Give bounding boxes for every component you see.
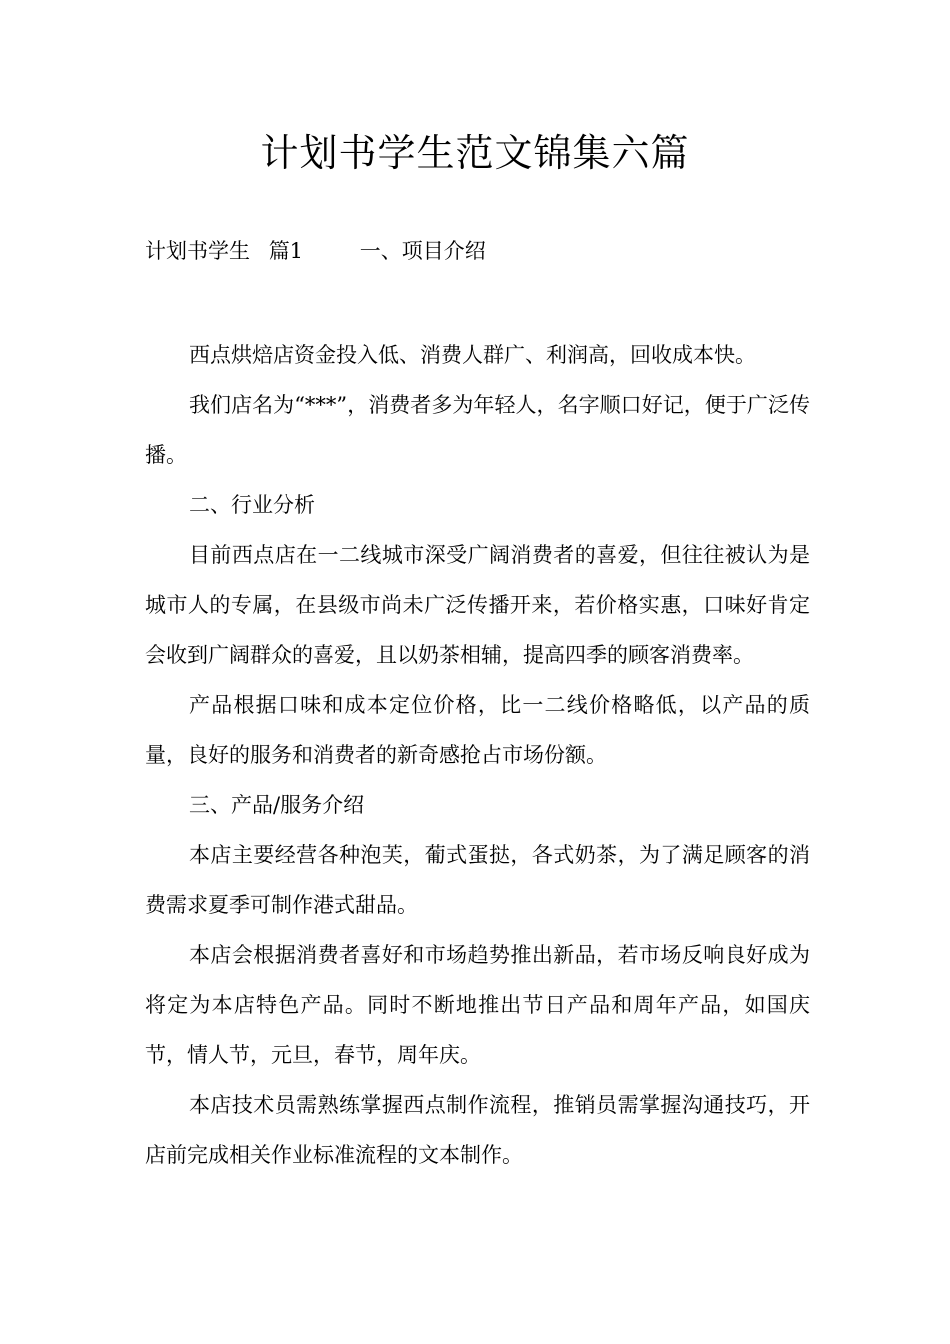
paragraph: 目前西点店在一二线城市深受广阔消费者的喜爱，但往往被认为是城市人的专属，在县级市尚未广泛传播开来，若价格实惠，口味好肯定会收到广阔群众的喜爱，且以奶茶相辅，提高四季的顾客消费率。	[145, 543, 810, 667]
paragraph: 本店会根据消费者喜好和市场趋势推出新品，若市场反响良好成为将定为本店特色产品。同时不断地推出节日产品和周年产品，如国庆节，情人节，元旦，春节，周年庆。	[145, 943, 810, 1067]
paragraph: 我们店名为“***”，消费者多为年轻人，名字顺口好记，便于广泛传播。	[145, 393, 810, 467]
section-heading-1: 一、项目介绍	[359, 239, 486, 263]
document-body	[145, 330, 810, 1180]
paragraph: 本店主要经营各种泡芙，葡式蛋挞，各式奶茶，为了满足顾客的消费需求夏季可制作港式甜品。	[145, 843, 810, 917]
chapter-label: 计划书学生	[145, 239, 250, 263]
paragraph: 西点烘焙店资金投入低、消费人群广、利润高，回收成本快。	[189, 343, 756, 367]
section-heading-2: 二、行业分析	[189, 493, 315, 517]
chapter-number: 篇1	[268, 239, 304, 263]
paragraph: 本店技术员需熟练掌握西点制作流程，推销员需掌握沟通技巧，开店前完成相关作业标准流程的文本制作。	[145, 1093, 810, 1167]
paragraph: 产品根据口味和成本定位价格，比一二线价格略低，以产品的质量，良好的服务和消费者的新奇感抢占市场份额。	[145, 693, 810, 767]
document-title: 计划书学生范文锦集六篇	[260, 131, 690, 175]
section-heading-3: 三、产品/服务介绍	[189, 793, 365, 817]
chapter-heading	[145, 234, 486, 268]
